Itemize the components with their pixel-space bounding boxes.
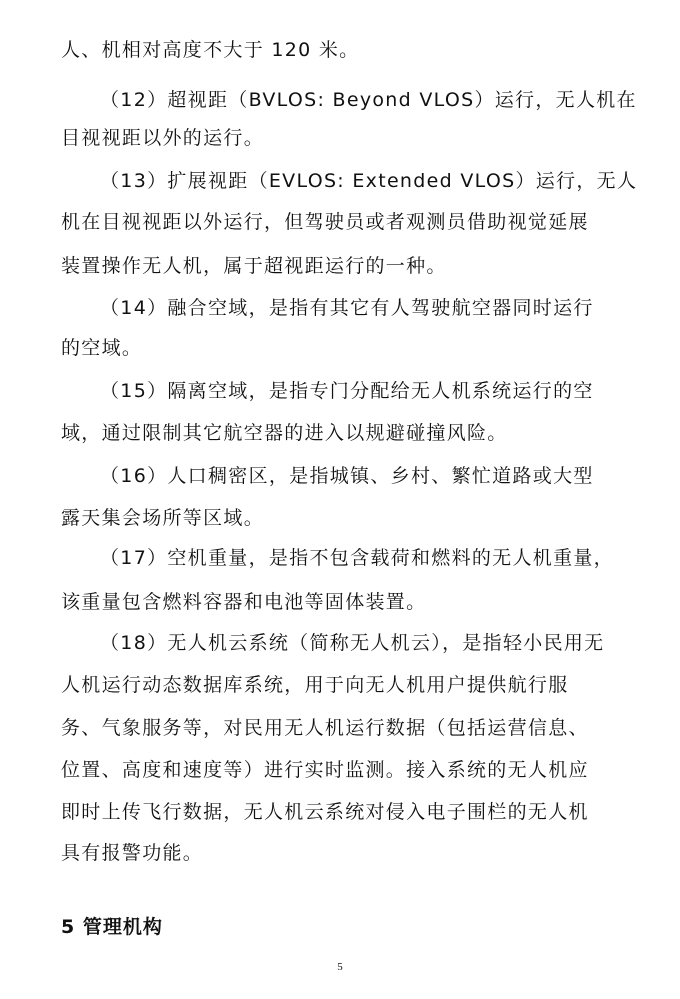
paragraph-16-line: （16）人口稠密区，是指城镇、乡村、繁忙道路或大型 bbox=[100, 465, 594, 487]
text-line: 露天集会场所等区域。 bbox=[61, 507, 265, 529]
paragraph-15-line: （15）隔离空域，是指专门分配给无人机系统运行的空 bbox=[100, 380, 594, 402]
paragraph-14-line: （14）融合空域，是指有其它有人驾驶航空器同时运行 bbox=[100, 297, 594, 319]
text-line: 装置操作无人机，属于超视距运行的一种。 bbox=[61, 255, 447, 277]
text-line: 具有报警功能。 bbox=[61, 842, 204, 864]
paragraph-13-line: （13）扩展视距（EVLOS: Extended VLOS）运行，无人 bbox=[100, 170, 638, 192]
text-line: 该重量包含燃料容器和电池等固体装置。 bbox=[61, 591, 427, 613]
text-line: 机在目视视距以外运行，但驾驶员或者观测员借助视觉延展 bbox=[61, 211, 589, 233]
paragraph-18-line: （18）无人机云系统（简称无人机云），是指轻小民用无 bbox=[100, 632, 605, 654]
page-number: 5 bbox=[337, 961, 343, 973]
text-line: 即时上传飞行数据，无人机云系统对侵入电子围栏的无人机 bbox=[61, 801, 589, 823]
paragraph-17-line: （17）空机重量，是指不包含载荷和燃料的无人机重量， bbox=[100, 547, 614, 569]
text-line: 目视视距以外的运行。 bbox=[61, 127, 265, 149]
text-line: 人机运行动态数据库系统，用于向无人机用户提供航行服 bbox=[61, 674, 569, 696]
text-line: 的空域。 bbox=[61, 337, 143, 359]
text-line: 务、气象服务等，对民用无人机运行数据（包括运营信息、 bbox=[61, 717, 589, 739]
paragraph-12-line: （12）超视距（BVLOS: Beyond VLOS）运行，无人机在 bbox=[100, 89, 637, 111]
text-line: 位置、高度和速度等）进行实时监测。接入系统的无人机应 bbox=[61, 759, 589, 781]
section-heading: 5 管理机构 bbox=[61, 916, 163, 938]
text-line: 人、机相对高度不大于 120 米。 bbox=[61, 39, 360, 61]
text-line: 域，通过限制其它航空器的进入以规避碰撞风险。 bbox=[61, 422, 508, 444]
